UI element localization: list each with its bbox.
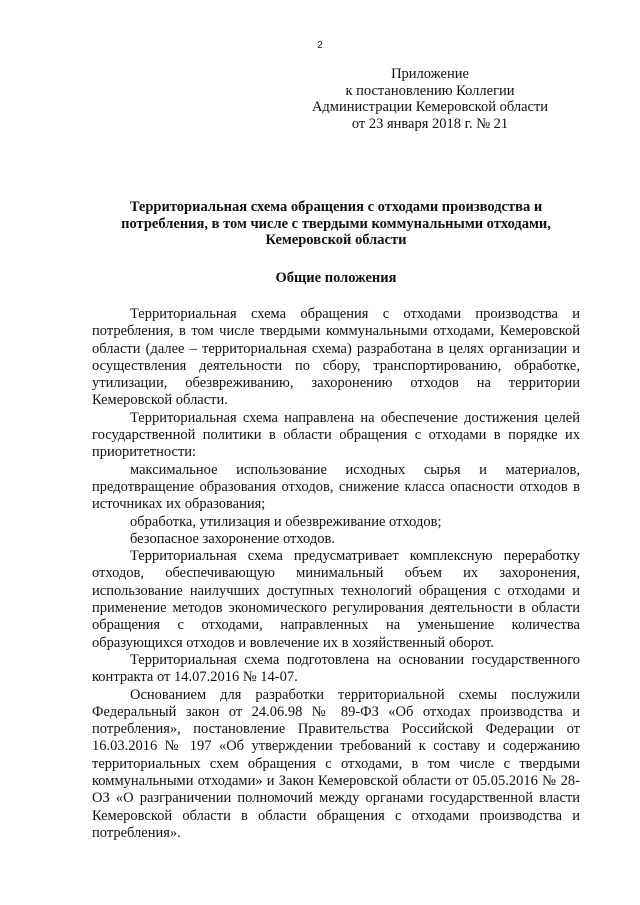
approval-line-date: от 23 января 2018 г. № 21: [351, 115, 509, 132]
document-body: [92, 306, 580, 842]
paragraph: Территориальная схема подготовлена на основании государственного контракта от 14.07.2016 № 14-07.: [92, 651, 580, 686]
approval-block: [300, 66, 560, 132]
approval-line-appendix: Приложение: [391, 66, 469, 82]
paragraph: максимальное использование исходных сырья и материалов, предотвращение образования отходов, снижение класса опасности отходов в источниках их образования;: [92, 461, 580, 513]
paragraph: Территориальная схема предусматривает комплексную переработку отходов, обеспечивающую минимальный объем их захоронения, использование наилучших доступных технологий обращения с отходами и применение методов экономического регулирования деятельности в области обращения с отходами, направленных на уменьшение количества образующихся отходов и вовлечение их в хозяйственный оборот.: [92, 548, 580, 651]
paragraph: Территориальная схема направлена на обеспечение достижения целей государственной политики в области обращения с отходами в порядке их приоритетности:: [92, 409, 580, 461]
paragraph: Территориальная схема обращения с отходами производства и потребления, в том числе твердыми коммунальными отходами, Кемеровской области (далее – территориальная схема) разработана в целях организации и осуществления деятельности по сбору, транспортированию, обработке, утилизации, обезвреживанию, захоронению отходов на территории Кемеровской области.: [92, 306, 580, 409]
approval-line-administration: Администрации Кемеровской области: [311, 99, 549, 115]
page-number: 2: [317, 40, 323, 51]
paragraph: Основанием для разработки территориальной схемы послужили Федеральный закон от 24.06.98 № 89-ФЗ «Об отходах производства и потребления», постановление Правительства Российской Федерации от 16.03.2016 № 197 «Об утверждении требований к составу и содержанию территориальных схем обращения с отходами, в том числе с твердыми коммунальными отходами» и Закон Кемеровской области от 05.05.2016 № 28-ОЗ «О разграничении полномочий между органами государственной власти Кемеровской области в области обращения с отходами производства и потребления».: [92, 686, 580, 841]
approval-line-resolution: к постановлению Коллегии: [345, 82, 515, 99]
section-title: Общие положения: [275, 270, 397, 286]
document-title: Территориальная схема обращения с отходами производства и потребления, в том числе с твердыми коммунальными отходами, Кемеровской области: [121, 199, 551, 248]
paragraph: безопасное захоронение отходов.: [130, 530, 335, 547]
paragraph: обработка, утилизация и обезвреживание отходов;: [130, 513, 442, 530]
